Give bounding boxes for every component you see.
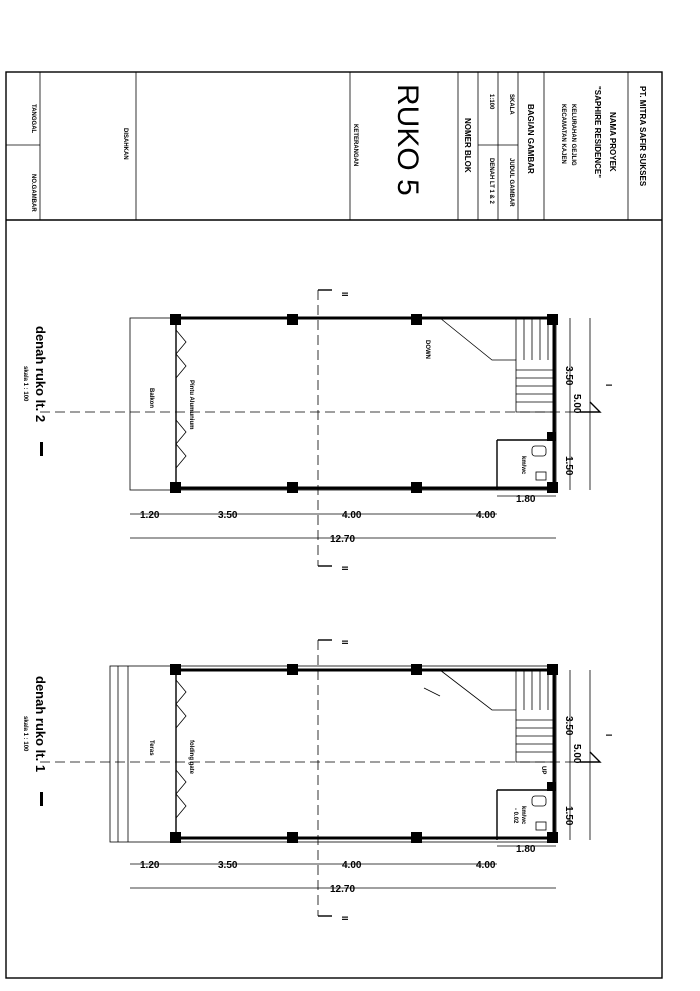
dim-right-1: 3.50	[563, 716, 574, 736]
section-mark-bottom: II	[340, 566, 349, 571]
scale-label: SKALA	[508, 94, 514, 115]
title-block	[6, 72, 647, 220]
door-label: Pintu Alumunium	[188, 380, 194, 430]
drawing-title-value: DENAH LT 1 & 2	[488, 158, 494, 204]
plan-scale: skala 1 : 100	[22, 366, 28, 402]
approved-label: DISAHKAN	[122, 128, 128, 160]
location-line-1: KELURAHAN GEJLIG	[570, 104, 576, 166]
section-label: BAGIAN GAMBAR	[526, 104, 535, 174]
front-label: Balkon	[148, 388, 154, 409]
notes-label: KETERANGAN	[352, 124, 358, 167]
dim-right-total: 5.00	[571, 744, 582, 764]
dim-bottom-2: 3.50	[218, 510, 238, 521]
sheet-number-label: NO.GAMBAR	[30, 174, 36, 212]
section-mark-right: I	[604, 384, 613, 387]
toilet-label: km/wc	[520, 806, 526, 825]
stair	[440, 318, 554, 412]
dim-right-2: 1.50	[563, 806, 574, 826]
plan-title: denah ruko lt. 2	[33, 326, 48, 423]
section-mark-bottom: II	[340, 916, 349, 921]
dim-right-2: 1.50	[563, 456, 574, 476]
dim-bottom-2: 3.50	[218, 860, 238, 871]
front-label: Teras	[148, 740, 154, 756]
dim-bottom-1: 1.20	[140, 510, 160, 521]
stair-label: UP	[540, 766, 546, 775]
drawing-title-label: JUDUL GAMBAR	[508, 158, 514, 207]
section-mark-top: II	[340, 640, 349, 645]
section-mark-right: I	[604, 734, 613, 737]
dim-total: 12.70	[330, 884, 356, 895]
stair-label: DOWN	[424, 340, 430, 359]
dim-bottom-3: 4.00	[342, 860, 362, 871]
project-label: NAMA PROYEK	[608, 112, 617, 172]
floor-plan-lt2	[22, 290, 613, 570]
project-name: "SAPHIRE RESIDENCE"	[593, 86, 602, 179]
door-label: folding gate	[188, 740, 194, 774]
toilet-level: - 0.02	[512, 808, 518, 824]
plan-title: denah ruko lt. 1	[33, 676, 48, 773]
section-mark-top: II	[340, 292, 349, 297]
scale-value: 1:100	[488, 94, 494, 110]
block-value: RUKO 5	[391, 84, 424, 196]
dim-bottom-1: 1.20	[140, 860, 160, 871]
plan-scale: skala 1 : 100	[22, 716, 28, 752]
dim-total: 12.70	[330, 534, 356, 545]
dim-right-1: 3.50	[563, 366, 574, 386]
dim-toilet-width: 1.80	[516, 844, 536, 855]
company-name: PT. MITRA SAFIR SUKSES	[638, 86, 647, 187]
floor-plan-lt1	[22, 640, 613, 920]
location-line-2: KECAMATAN KAJEN	[560, 104, 566, 164]
dim-bottom-3: 4.00	[342, 510, 362, 521]
stair	[424, 670, 554, 762]
dim-bottom-4: 4.00	[476, 860, 496, 871]
toilet-label: km/wc	[520, 456, 526, 475]
dim-right-total: 5.00	[571, 394, 582, 414]
dim-toilet-width: 1.80	[516, 494, 536, 505]
plan-outline	[110, 666, 556, 842]
block-label: NOMER BLOK	[463, 118, 472, 173]
dim-bottom-4: 4.00	[476, 510, 496, 521]
date-label: TANGGAL	[30, 104, 36, 134]
